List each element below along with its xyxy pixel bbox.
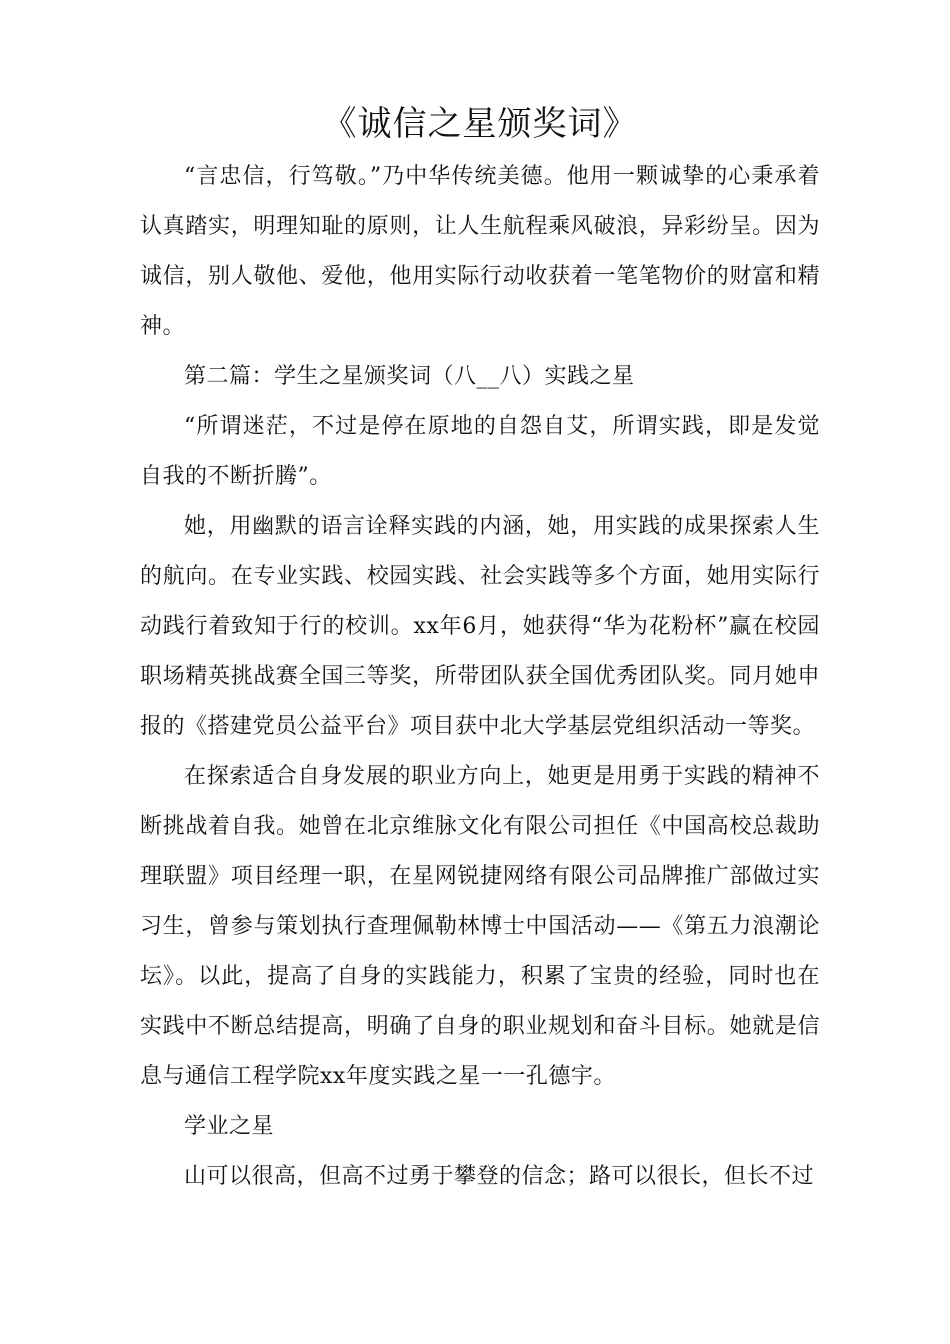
paragraph-academic: 山可以很高，但高不过勇于攀登的信念；路可以很长，但长不过 bbox=[184, 1164, 815, 1189]
section-heading-academic: 学业之星 bbox=[184, 1114, 275, 1139]
section-heading-practice: 第二篇：学生之星颁奖词（八__八）实践之星 bbox=[184, 364, 635, 389]
paragraph-integrity: “言忠信，行笃敬。”乃中华传统美德。他用一颗诚挚的心秉承着认真踏实，明理知耻的原则，让人生航程乘风破浪，异彩纷呈。因为诚信，别人敬他、爱他，他用实际行动收获着一笔笔物价的财富和精神。 bbox=[140, 164, 820, 339]
paragraph-achievements: 她，用幽默的语言诠释实践的内涵，她，用实践的成果探索人生的航向。在专业实践、校园实践、社会实践等多个方面，她用实际行动践行着致知于行的校训。xx年6月，她获得“华为花粉杯”赢在校园职场精英挑战赛全国三等奖，所带团队获全国优秀团队奖。同月她申报的《搭建党员公益平台》项目获中北大学基层党组织活动一等奖。 bbox=[140, 514, 820, 739]
paragraph-career: 在探索适合自身发展的职业方向上，她更是用勇于实践的精神不断挑战着自我。她曾在北京维脉文化有限公司担任《中国高校总裁助理联盟》项目经理一职，在星网锐捷网络有限公司品牌推广部做过实习生，曾参与策划执行查理佩勒林博士中国活动——《第五力浪潮论坛》。以此，提高了自身的实践能力，积累了宝贵的经验，同时也在实践中不断总结提高，明确了自身的职业规划和奋斗目标。她就是信息与通信工程学院xx年度实践之星一一孔德宇。 bbox=[140, 764, 820, 1089]
document-title: 《诚信之星颁奖词》 bbox=[322, 104, 638, 144]
paragraph-quote: “所谓迷茫，不过是停在原地的自怨自艾，所谓实践，即是发觉自我的不断折腾”。 bbox=[140, 414, 820, 489]
document-page bbox=[140, 96, 820, 1202]
